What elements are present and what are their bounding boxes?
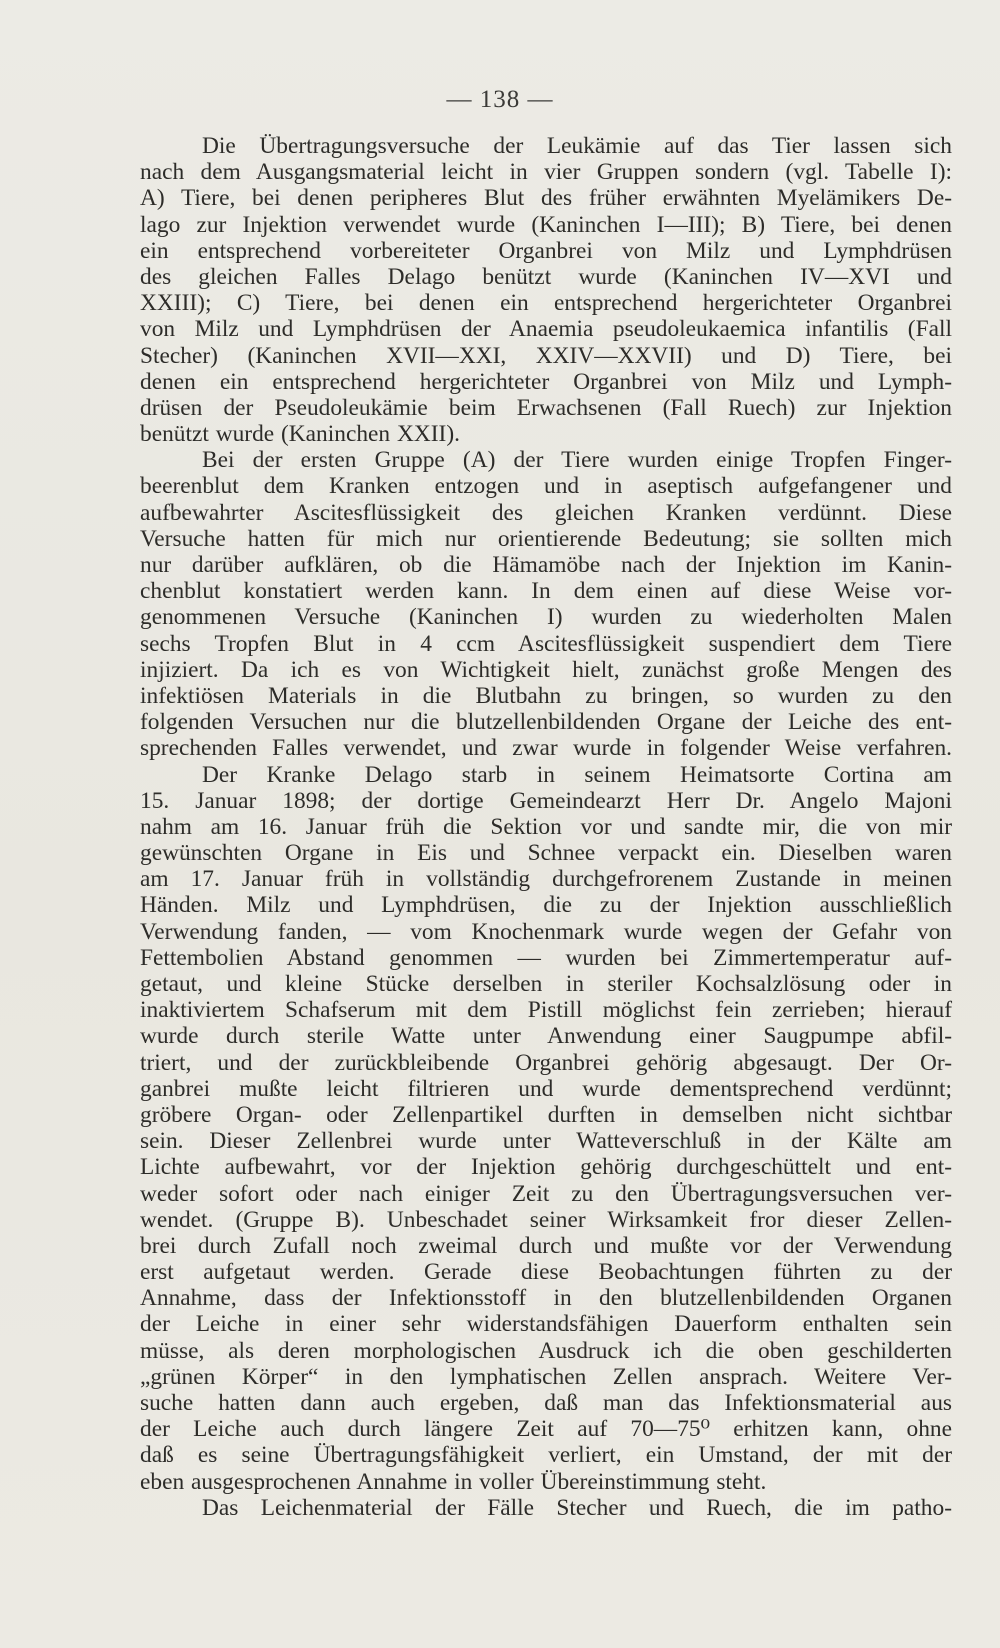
page-number: — 138 — [446,86,554,113]
text-line: „grünen Körper“ in den lymphatischen Zellen ansprach. Weitere Ver- [140,1363,952,1390]
text-line: drüsen der Pseudoleukämie beim Erwachsenen (Fall Ruech) zur Injektion [140,394,952,421]
text-line: denen ein entsprechend hergerichteter Organbrei von Milz und Lymph- [140,368,952,395]
text-line: müsse, als deren morphologischen Ausdruck ich die oben geschilderten [140,1337,952,1364]
text-line: Lichte aufbewahrt, vor der Injektion gehörig durchgeschüttelt und ent- [140,1154,952,1181]
text-line: Händen. Milz und Lymphdrüsen, die zu der Injektion ausschließlich [140,892,952,919]
body-text [140,133,952,1521]
text-line: nach dem Ausgangsmaterial leicht in vier Gruppen sondern (vgl. Tabelle I): [140,159,952,186]
text-line: ganbrei mußte leicht filtrieren und wurde dementsprechend verdünnt; [140,1075,952,1102]
text-line: Versuche hatten für mich nur orientierende Bedeutung; sie sollten mich [140,525,952,552]
text-line: wurde durch sterile Watte unter Anwendung einer Saugpumpe abfil- [140,1023,952,1050]
text-line: eben ausgesprochenen Annahme in voller Übereinstimmung steht. [140,1468,767,1495]
text-line: nahm am 16. Januar früh die Sektion vor und sandte mir, die von mir [140,813,952,840]
text-line: gewünschten Organe in Eis und Schnee verpackt ein. Dieselben waren [140,840,952,867]
text-line: inaktiviertem Schafserum mit dem Pistill möglichst fein zerrieben; hierauf [140,997,952,1024]
text-line: Die Übertragungsversuche der Leukämie auf das Tier lassen sich [202,133,952,159]
text-line: sechs Tropfen Blut in 4 ccm Ascitesflüssigkeit suspendiert dem Tiere [140,630,952,657]
text-line: der Leiche auch durch längere Zeit auf 70—75⁰ erhitzen kann, ohne [140,1416,952,1443]
text-line: Fettembolien Abstand genommen — wurden bei Zimmertemperatur auf- [140,944,952,971]
text-line: Stecher) (Kaninchen XVII—XXI, XXIV—XXVII) und D) Tiere, bei [140,342,952,369]
text-line: chenblut konstatiert werden kann. In dem einen auf diese Weise vor- [140,578,952,605]
text-line: sprechenden Falles verwendet, und zwar wurde in folgender Weise verfahren. [140,735,952,762]
text-line: getaut, und kleine Stücke derselben in steriler Kochsalzlösung oder in [140,971,952,997]
text-line: Verwendung fanden, — vom Knochenmark wurde wegen der Gefahr von [140,918,952,945]
text-line: Annahme, dass der Infektionsstoff in den blutzellenbildenden Organen [140,1285,952,1312]
text-line: ein entsprechend vorbereiteter Organbrei von Milz und Lymphdrüsen [140,237,952,264]
text-line: nur darüber aufklären, ob die Hämamöbe nach der Injektion im Kanin- [140,552,952,578]
text-line: erst aufgetaut werden. Gerade diese Beobachtungen führten zu der [140,1259,952,1286]
text-line: aufbewahrter Ascitesflüssigkeit des gleichen Kranken verdünnt. Diese [140,499,952,526]
text-line: sein. Dieser Zellenbrei wurde unter Watteverschluß in der Kälte am [140,1128,952,1155]
text-line: daß es seine Übertragungsfähigkeit verliert, ein Umstand, der mit der [140,1442,952,1469]
text-line: beerenblut dem Kranken entzogen und in aseptisch aufgefangener und [140,473,952,500]
text-line: des gleichen Falles Delago benützt wurde (Kaninchen IV—XVI und [140,263,952,290]
text-line: benützt wurde (Kaninchen XXII). [140,421,460,448]
text-line: am 17. Januar früh in vollständig durchgefrorenem Zustande in meinen [140,866,952,893]
text-line: lago zur Injektion verwendet wurde (Kaninchen I—III); B) Tiere, bei denen [140,211,952,238]
text-line: Das Leichenmaterial der Fälle Stecher und Ruech, die im patho- [202,1494,952,1521]
text-line: wendet. (Gruppe B). Unbeschadet seiner Wirksamkeit fror dieser Zellen- [140,1206,952,1233]
text-line: triert, und der zurückbleibende Organbrei gehörig abgesaugt. Der Or- [140,1049,952,1076]
text-line: Bei der ersten Gruppe (A) der Tiere wurden einige Tropfen Finger- [202,447,952,474]
text-line: Der Kranke Delago starb in seinem Heimatsorte Cortina am [202,761,952,788]
text-line: brei durch Zufall noch zweimal durch und mußte vor der Verwendung [140,1232,952,1259]
text-line: XXIII); C) Tiere, bei denen ein entsprechend hergerichteter Organbrei [140,290,952,317]
text-line: der Leiche in einer sehr widerstandsfähigen Dauerform enthalten sein [140,1311,952,1338]
text-line: von Milz und Lymphdrüsen der Anaemia pseudoleukaemica infantilis (Fall [140,316,952,343]
text-line: gröbere Organ- oder Zellenpartikel durften in demselben nicht sichtbar [140,1101,952,1128]
text-line: genommenen Versuche (Kaninchen I) wurden zu wiederholten Malen [140,604,952,631]
text-line: folgenden Versuchen nur die blutzellenbildenden Organe der Leiche des ent- [140,709,952,736]
text-line: infektiösen Materials in die Blutbahn zu bringen, so wurden zu den [140,682,952,709]
text-line: A) Tiere, bei denen peripheres Blut des früher erwähnten Myelämikers De- [140,185,952,212]
text-line: suche hatten dann auch ergeben, daß man das Infektionsmaterial aus [140,1390,952,1416]
text-line: weder sofort oder nach einiger Zeit zu den Übertragungsversuchen ver- [140,1180,952,1207]
text-line: 15. Januar 1898; der dortige Gemeindearzt Herr Dr. Angelo Majoni [140,787,952,814]
text-line: injiziert. Da ich es von Wichtigkeit hielt, zunächst große Mengen des [140,656,952,683]
